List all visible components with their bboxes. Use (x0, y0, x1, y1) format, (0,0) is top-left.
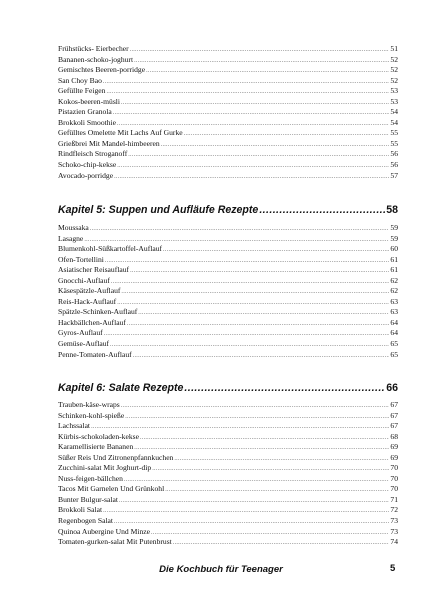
toc-entry-title: Gyros-Auflauf (58, 328, 103, 338)
toc-entry-page: 69 (390, 452, 398, 462)
toc-entry-title: Penne-Tomaten-Auflauf (58, 349, 132, 359)
toc-entry-title: Asiatischer Reisauflauf (58, 265, 130, 275)
toc-entry-page: 59 (390, 223, 398, 232)
dot-leader (161, 140, 390, 151)
dot-leader (117, 298, 389, 309)
toc-entry-title: Nuss-feigen-bällchen (58, 473, 123, 483)
toc-entry-page: 73 (390, 516, 398, 526)
toc-entry[interactable] (58, 118, 398, 129)
toc-entry[interactable] (58, 537, 398, 548)
toc-entry-page: 70 (390, 463, 398, 473)
dot-leader (152, 464, 389, 475)
toc-entry-page: 55 (390, 128, 398, 138)
toc-entry[interactable] (58, 76, 398, 87)
toc-entry-title: Kürbis-schokoladen-kekse (58, 431, 139, 441)
toc-list-salads (58, 400, 398, 548)
toc-entry-page: 70 (390, 484, 398, 494)
toc-entry-page: 54 (390, 107, 398, 117)
toc-entry-title: Gefüllte Feigen (58, 86, 106, 96)
toc-entry-page: 60 (390, 244, 398, 254)
toc-entry-page: 61 (390, 254, 398, 264)
toc-entry-title: Schoko-chip-kekse (58, 160, 117, 170)
toc-entry-title: Quinoa Aubergine Und Minze (58, 526, 151, 536)
toc-entry-title: Gemüse-Auflauf (58, 339, 110, 349)
dot-leader (117, 161, 389, 172)
toc-entry[interactable] (58, 234, 398, 245)
toc-entry[interactable] (58, 516, 398, 527)
dot-leader (140, 433, 389, 444)
toc-entry[interactable] (58, 474, 398, 485)
toc-entry-page: 63 (390, 296, 398, 306)
toc-entry-title: Frühstücks- Eierbecher (58, 44, 129, 53)
toc-entry[interactable] (58, 495, 398, 506)
toc-entry[interactable] (58, 286, 398, 297)
toc-entry-page: 56 (390, 160, 398, 170)
toc-entry-title: Avocado-porridge (58, 170, 114, 180)
toc-entry[interactable] (58, 432, 398, 443)
toc-entry-title: Grießbrei Mit Mandel-himbeeren (58, 138, 160, 148)
dot-leader (259, 204, 385, 216)
toc-entry[interactable] (58, 297, 398, 308)
toc-entry-page: 52 (390, 75, 398, 85)
toc-entry-title: Trauben-käse-wraps (58, 400, 120, 409)
dot-leader (146, 66, 389, 77)
toc-entry-page: 67 (390, 400, 398, 409)
toc-entry[interactable] (58, 86, 398, 97)
toc-entry-title: Ofen-Tortellini (58, 254, 104, 264)
dot-leader (121, 98, 389, 109)
dot-leader (130, 45, 390, 56)
toc-entry-page: 52 (390, 54, 398, 64)
toc-entry-page: 74 (390, 537, 398, 547)
toc-entry[interactable] (58, 171, 398, 182)
toc-entry-title: Lasagne (58, 233, 84, 243)
dot-leader (106, 87, 389, 98)
toc-entry-title: Gefülltes Omelette Mit Lachs Auf Gurke (58, 128, 183, 138)
toc-entry-page: 51 (390, 44, 398, 53)
toc-entry-title: Tacos Mit Garnelen Und Grünkohl (58, 484, 165, 494)
dot-leader (127, 319, 390, 330)
toc-list-casseroles (58, 223, 398, 360)
toc-entry-page: 65 (390, 349, 398, 359)
dot-leader (114, 172, 389, 183)
dot-leader (104, 329, 390, 340)
toc-entry[interactable] (58, 160, 398, 171)
toc-entry[interactable] (58, 97, 398, 108)
toc-entry-page: 63 (390, 307, 398, 317)
toc-entry-page: 64 (390, 328, 398, 338)
toc-entry-page: 53 (390, 86, 398, 96)
toc-entry-title: Pistazien Granola (58, 107, 112, 117)
dot-leader (165, 485, 389, 496)
dot-leader (184, 382, 385, 394)
toc-entry[interactable] (58, 44, 398, 55)
toc-entry-page: 54 (390, 117, 398, 127)
dot-leader (111, 277, 390, 288)
toc-entry[interactable] (58, 107, 398, 118)
footer-page-number: 5 (390, 563, 396, 574)
toc-entry-title: Schinken-kohl-spieße (58, 410, 125, 420)
toc-entry[interactable] (58, 318, 398, 329)
toc-entry-page: 52 (390, 65, 398, 75)
toc-entry-title: Blumenkohl-Süßkartoffel-Auflauf (58, 244, 163, 254)
toc-entry-title: Regenbogen Salat (58, 516, 114, 526)
toc-entry-page: 59 (390, 233, 398, 243)
toc-entry-page: 64 (390, 317, 398, 327)
toc-entry-page: 62 (390, 275, 398, 285)
toc-entry[interactable] (58, 128, 398, 139)
dot-leader (114, 517, 389, 528)
dot-leader (163, 245, 389, 256)
toc-entry[interactable] (58, 65, 398, 76)
dot-leader (174, 454, 389, 465)
toc-entry-title: San Choy Bao (58, 75, 102, 85)
toc-entry-title: Brokkoli Smoothie (58, 117, 117, 127)
toc-entry-page: 56 (390, 149, 398, 159)
dot-leader (103, 506, 389, 517)
toc-entry-page: 67 (390, 421, 398, 431)
dot-leader (90, 224, 390, 235)
toc-entry-title: Brokkoli Salat (58, 505, 103, 515)
toc-entry-page: 55 (390, 138, 398, 148)
toc-entry-page: 72 (390, 505, 398, 515)
toc-entry-title: Karamellisierte Bananen (58, 442, 134, 452)
toc-entry[interactable] (58, 350, 398, 361)
dot-leader (103, 77, 390, 88)
toc-entry-page: 67 (390, 410, 398, 420)
chapter-title: Kapitel 6: Salate Rezepte (58, 382, 184, 394)
dot-leader (133, 351, 390, 362)
toc-entry-title: Lachssalat (58, 421, 91, 431)
toc-entry[interactable] (58, 442, 398, 453)
toc-entry-page: 70 (390, 473, 398, 483)
toc-entry-page: 71 (390, 494, 398, 504)
dot-leader (110, 340, 389, 351)
toc-entry-title: Tomaten-gurken-salat Mit Putenbrust (58, 537, 172, 547)
toc-entry-title: Gnocchi-Auflauf (58, 275, 110, 285)
toc-entry-title: Bunter Bulgur-salat (58, 494, 118, 504)
toc-entry[interactable] (58, 223, 398, 234)
toc-entry[interactable] (58, 453, 398, 464)
toc-entry[interactable] (58, 255, 398, 266)
dot-leader (128, 150, 389, 161)
toc-entry[interactable] (58, 339, 398, 350)
toc-list-breakfast (58, 44, 398, 181)
chapter-page-number: 66 (386, 382, 398, 394)
toc-entry[interactable] (58, 265, 398, 276)
toc-entry-page: 73 (390, 526, 398, 536)
dot-leader (105, 256, 390, 267)
toc-entry-title: Gemischtes Beeren-porridge (58, 65, 146, 75)
toc-entry[interactable] (58, 505, 398, 516)
toc-entry-title: Hackbällchen-Auflauf (58, 317, 126, 327)
toc-entry-title: Moussaka (58, 223, 89, 232)
toc-entry[interactable] (58, 307, 398, 318)
toc-entry-title: Zucchini-salat Mit Joghurt-dip (58, 463, 152, 473)
toc-entry-title: Rindfleisch Stroganoff (58, 149, 128, 159)
toc-entry-title: Spätzle-Schinken-Auflauf (58, 307, 138, 317)
footer-book-title: Die Kochbuch für Teenager (159, 564, 283, 575)
toc-entry-page: 62 (390, 286, 398, 296)
toc-entry[interactable] (58, 328, 398, 339)
toc-entry[interactable] (58, 139, 398, 150)
toc-entry[interactable] (58, 400, 398, 411)
dot-leader (121, 287, 389, 298)
toc-entry-page: 69 (390, 442, 398, 452)
dot-leader (173, 538, 390, 549)
toc-entry[interactable] (58, 244, 398, 255)
toc-entry-page: 65 (390, 339, 398, 349)
toc-entry-page: 57 (390, 170, 398, 180)
dot-leader (134, 56, 389, 67)
toc-entry-title: Bananen-schoko-joghurt (58, 54, 134, 64)
toc-entry[interactable] (58, 276, 398, 287)
toc-entry[interactable] (58, 527, 398, 538)
toc-entry-page: 53 (390, 96, 398, 106)
dot-leader (151, 528, 389, 539)
dot-leader (121, 401, 390, 412)
toc-entry[interactable] (58, 411, 398, 422)
toc-entry[interactable] (58, 484, 398, 495)
toc-entry-page: 61 (390, 265, 398, 275)
toc-entry-title: Käsespätzle-Auflauf (58, 286, 121, 296)
toc-entry-title: Reis-Hack-Auflauf (58, 296, 117, 306)
dot-leader (184, 129, 390, 140)
chapter-heading-6[interactable] (58, 382, 398, 394)
toc-entry[interactable] (58, 463, 398, 474)
toc-entry[interactable] (58, 55, 398, 66)
dot-leader (119, 496, 389, 507)
dot-leader (125, 412, 389, 423)
toc-entry-page: 68 (390, 431, 398, 441)
dot-leader (113, 108, 390, 119)
dot-leader (130, 266, 389, 277)
dot-leader (138, 308, 389, 319)
toc-entry[interactable] (58, 149, 398, 160)
toc-entry[interactable] (58, 421, 398, 432)
chapter-page-number: 58 (386, 204, 398, 216)
toc-entry-title: Süßer Reis Und Zitronenpfannkuchen (58, 452, 174, 462)
chapter-title: Kapitel 5: Suppen und Aufläufe Rezepte (58, 204, 259, 216)
chapter-heading-5[interactable] (58, 204, 398, 216)
toc-entry-title: Kokos-beeren-müsli (58, 96, 120, 106)
